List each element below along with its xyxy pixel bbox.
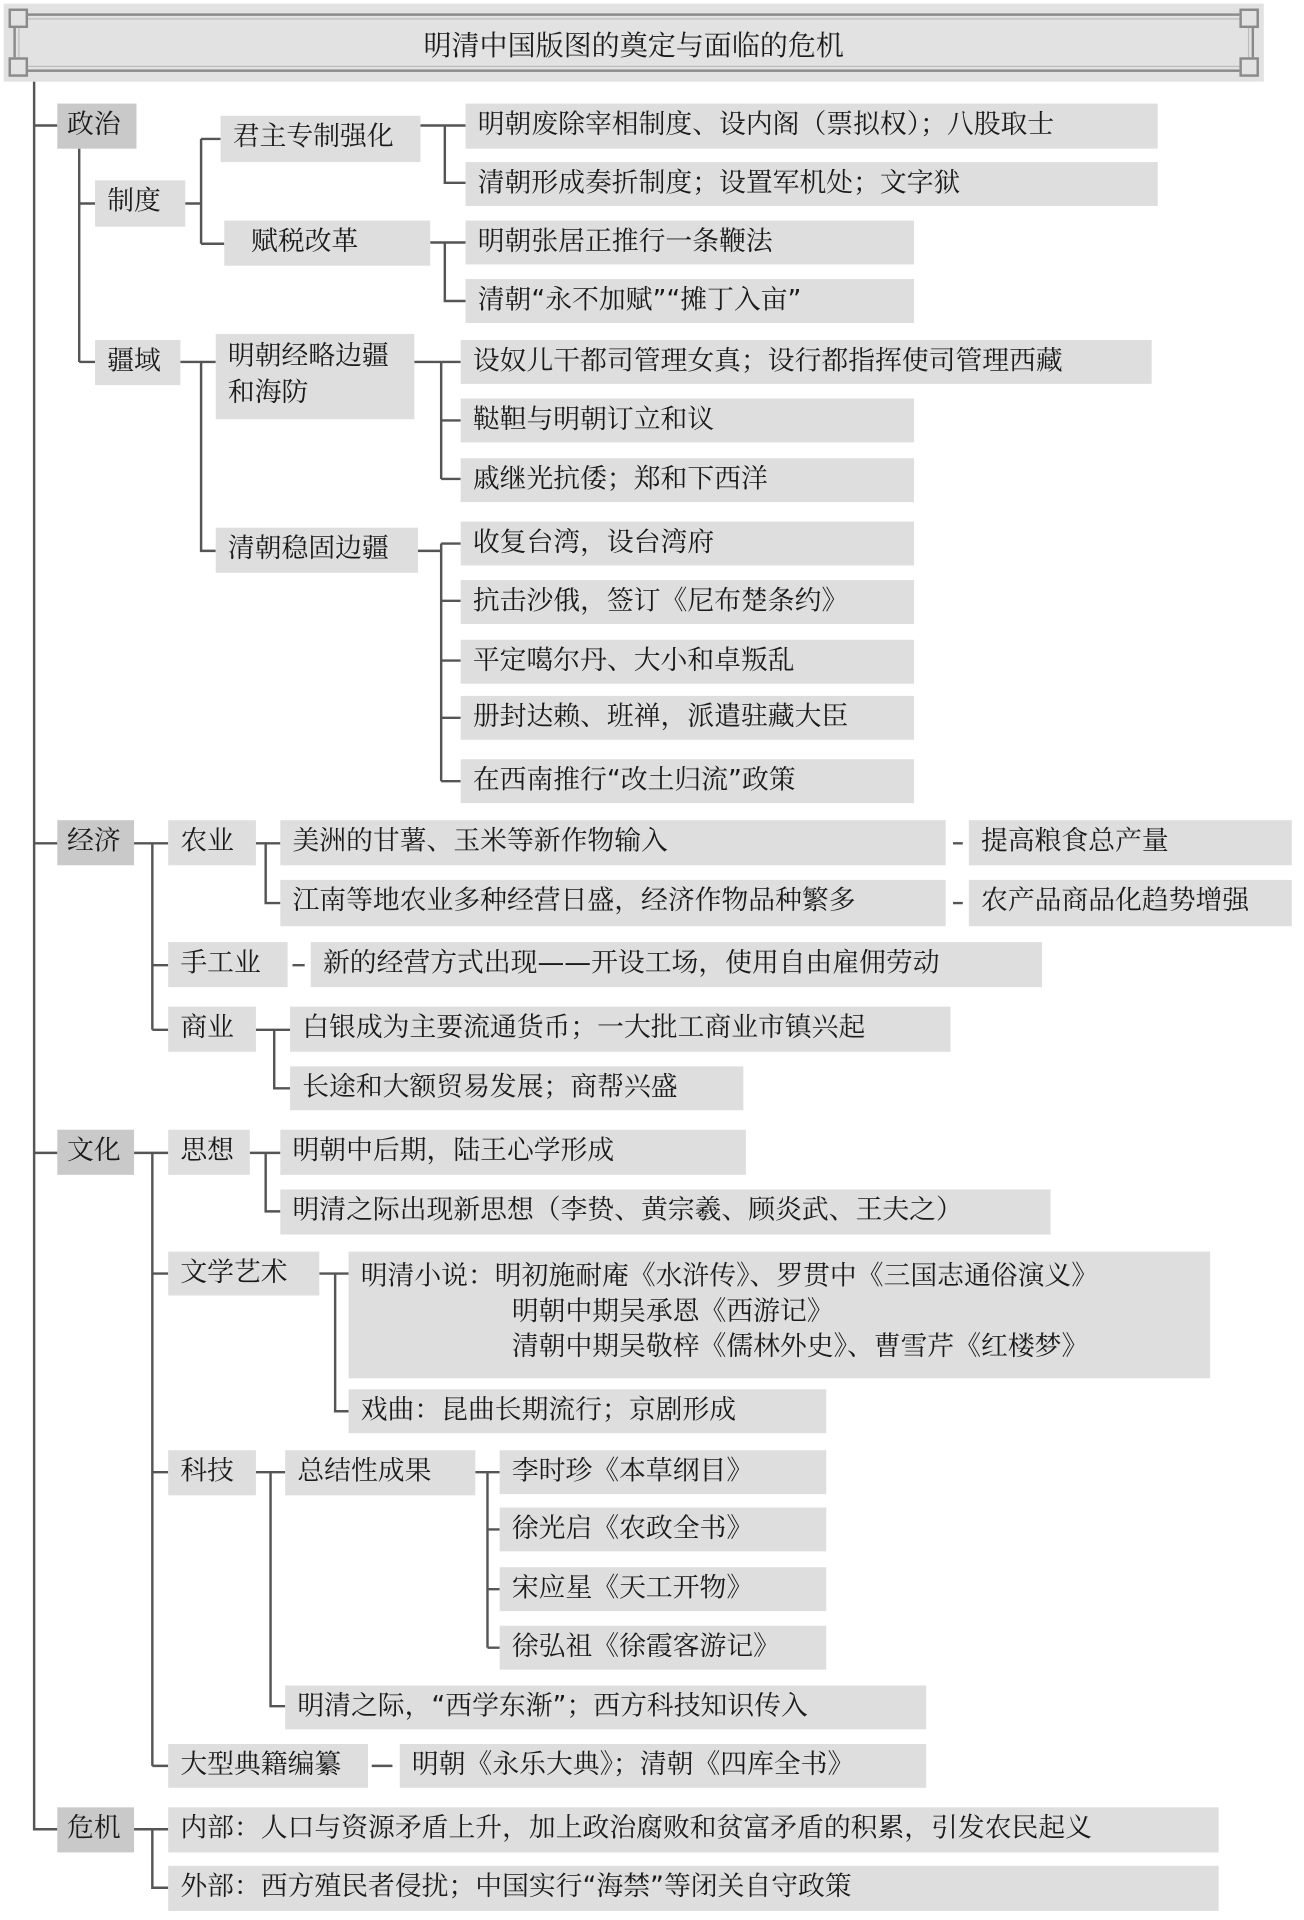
leaf-item: 在西南推行“改土归流”政策 xyxy=(461,759,914,803)
result-item: 提高粮食总产量 xyxy=(969,820,1292,865)
leaf-item: 外部：西方殖民者侵扰；中国实行“海禁”等闭关自守政策 xyxy=(168,1866,1219,1911)
node-thought: 思想 xyxy=(168,1130,250,1175)
node-qing-frontier: 清朝稳固边疆 xyxy=(216,528,418,573)
node-agriculture: 农业 xyxy=(168,820,256,865)
node-classics: 大型典籍编纂 xyxy=(168,1744,368,1788)
leaf-item: 收复台湾，设台湾府 xyxy=(461,522,914,566)
leaf-item: 美洲的甘薯、玉米等新作物输入 xyxy=(280,820,945,865)
leaf-item: 内部：人口与资源矛盾上升，加上政治腐败和贫富矛盾的积累，引发农民起义 xyxy=(168,1807,1219,1852)
node-tax-reform: 赋税改革 xyxy=(224,221,430,266)
leaf-item: 徐光启《农政全书》 xyxy=(500,1508,827,1552)
node-summary-achievements: 总结性成果 xyxy=(285,1450,475,1495)
node-commerce: 商业 xyxy=(168,1007,256,1052)
novel-line: 清朝中期吴敬梓《儒林外史》、曹雪芹《红楼梦》 xyxy=(511,1332,1089,1363)
leaf-item: 明朝废除宰相制度、设内阁（票拟权）；八股取士 xyxy=(466,104,1158,149)
category-crisis: 危机 xyxy=(57,1807,134,1852)
node-literature-art: 文学艺术 xyxy=(168,1252,319,1296)
leaf-item: 明清之际，“西学东渐”；西方科技知识传入 xyxy=(285,1685,926,1729)
leaf-item: 明清之际出现新思想（李贽、黄宗羲、顾炎武、王夫之） xyxy=(280,1189,1050,1234)
leaf-item: 白银成为主要流通货币；一大批工商业市镇兴起 xyxy=(290,1007,951,1052)
node-handicraft: 手工业 xyxy=(168,942,287,987)
page-title: 明清中国版图的奠定与面临的危机 xyxy=(423,30,844,63)
node-autocracy: 君主专制强化 xyxy=(221,116,421,162)
category-economy: 经济 xyxy=(57,820,134,865)
leaf-item: 徐弘祖《徐霞客游记》 xyxy=(500,1626,827,1670)
leaf-item: 明朝《永乐大典》；清朝《四库全书》 xyxy=(400,1744,926,1788)
node-science: 科技 xyxy=(168,1450,256,1495)
leaf-item: 江南等地农业多种经营日盛，经济作物品种繁多 xyxy=(280,880,945,926)
leaf-item: 明朝中后期，陆王心学形成 xyxy=(280,1130,746,1175)
leaf-item: 李时珍《本草纲目》 xyxy=(500,1450,827,1494)
novel-line: 明清小说：明初施耐庵《水浒传》、罗贯中《三国志通俗演义》 xyxy=(360,1261,1099,1292)
node-ming-frontier: 明朝经略边疆和海防 xyxy=(216,334,415,419)
leaf-item: 清朝形成奏折制度；设置军机处；文字狱 xyxy=(466,162,1158,206)
novels-box xyxy=(349,1252,1211,1379)
novel-line: 明朝中期吴承恩《西游记》 xyxy=(511,1296,834,1328)
leaf-item: 册封达赖、班禅，派遣驻藏大臣 xyxy=(461,696,914,740)
result-item: 农产品商品化趋势增强 xyxy=(969,880,1292,926)
leaf-item: 清朝“永不加赋”“摊丁入亩” xyxy=(466,279,914,323)
leaf-item: 平定噶尔丹、大小和卓叛乱 xyxy=(461,640,914,684)
node-territory: 疆域 xyxy=(95,340,180,385)
category-culture: 文化 xyxy=(57,1130,134,1175)
leaf-item: 鞑靼与明朝订立和议 xyxy=(461,399,914,443)
leaf-item: 明朝张居正推行一条鞭法 xyxy=(466,221,914,265)
leaf-item: 戏曲：昆曲长期流行；京剧形成 xyxy=(349,1389,827,1433)
leaf-item: 抗击沙俄，签订《尼布楚条约》 xyxy=(461,580,914,624)
leaf-item: 长途和大额贸易发展；商帮兴盛 xyxy=(290,1066,743,1110)
category-politics: 政治 xyxy=(57,104,136,149)
node-system: 制度 xyxy=(95,180,185,226)
leaf-item: 戚继光抗倭；郑和下西洋 xyxy=(461,458,914,502)
leaf-item: 新的经营方式出现——开设工场，使用自由雇佣劳动 xyxy=(311,942,1042,987)
leaf-item: 设奴儿干都司管理女真；设行都指挥使司管理西藏 xyxy=(461,340,1152,384)
title-banner xyxy=(4,4,1264,82)
leaf-item: 宋应星《天工开物》 xyxy=(500,1567,827,1611)
